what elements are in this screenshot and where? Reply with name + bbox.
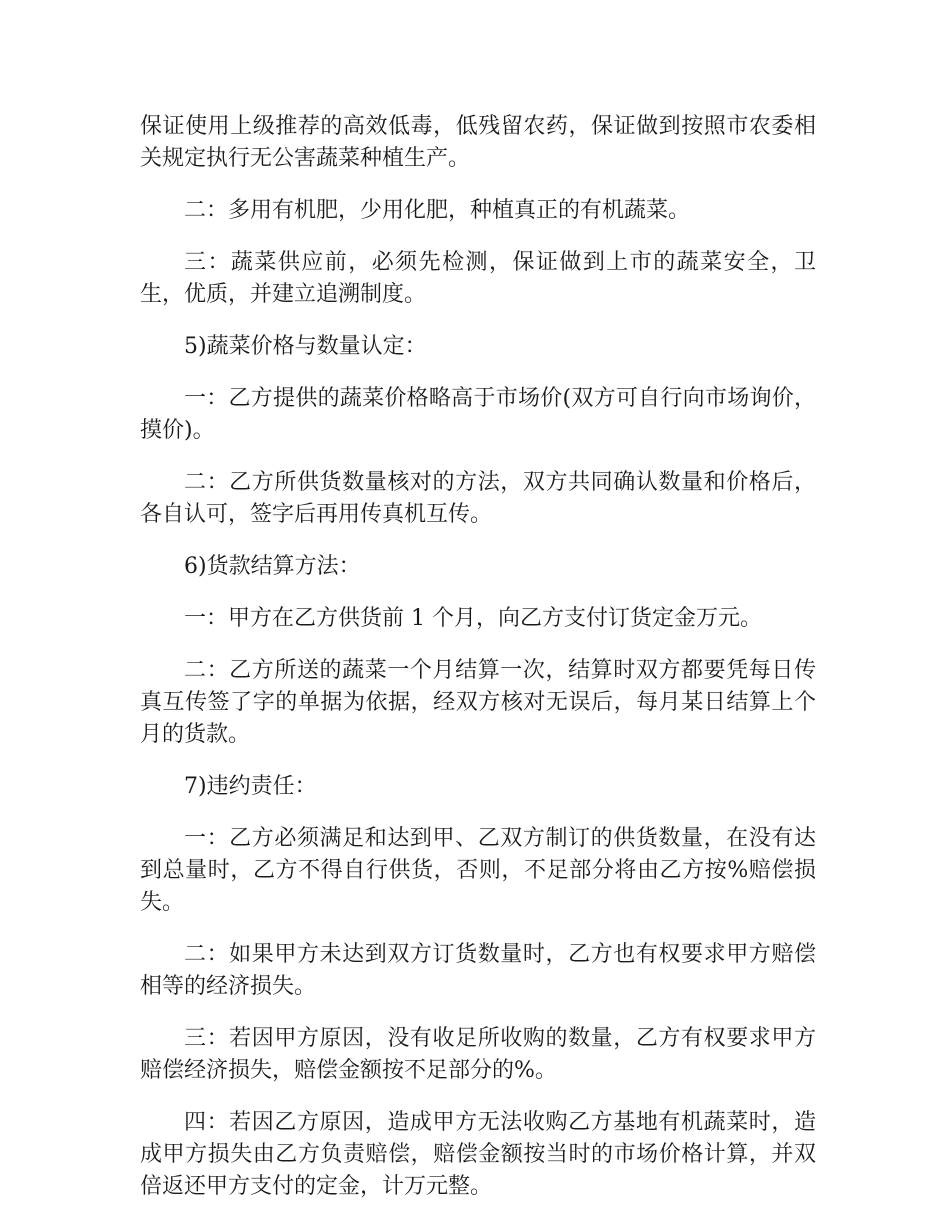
document-page bbox=[140, 111, 816, 1223]
paragraph-liability-3: 三：若因甲方原因，没有收足所收购的数量，乙方有权要求甲方赔偿经济损失，赔偿金额按不足部分的%。 bbox=[140, 1026, 816, 1083]
paragraph-price-1: 一：乙方提供的蔬菜价格略高于市场价(双方可自行向市场询价，摸价)。 bbox=[140, 386, 816, 443]
section-heading-7: 7)违约责任： bbox=[184, 774, 317, 799]
paragraph-payment-1: 一：甲方在乙方供货前 1 个月，向乙方支付订货定金万元。 bbox=[184, 606, 762, 631]
section-heading-5: 5)蔬菜价格与数量认定： bbox=[184, 334, 427, 359]
section-heading-6: 6)货款结算方法： bbox=[184, 554, 361, 579]
paragraph-item-2: 二：多用有机肥，少用化肥，种植真正的有机蔬菜。 bbox=[184, 198, 691, 223]
paragraph-continuation: 保证使用上级推荐的高效低毒，低残留农药，保证做到按照市农委相关规定执行无公害蔬菜种植生产。 bbox=[140, 114, 816, 171]
paragraph-liability-4: 四：若因乙方原因，造成甲方无法收购乙方基地有机蔬菜时，造成甲方损失由乙方负责赔偿，赔偿金额按当时的市场价格计算，并双倍返还甲方支付的定金，计万元整。 bbox=[140, 1110, 816, 1199]
paragraph-price-2: 二：乙方所供货数量核对的方法，双方共同确认数量和价格后，各自认可，签字后再用传真机互传。 bbox=[140, 470, 816, 527]
paragraph-payment-2: 二：乙方所送的蔬菜一个月结算一次，结算时双方都要凭每日传真互传签了字的单据为依据，经双方核对无误后，每月某日结算上个月的货款。 bbox=[140, 658, 816, 747]
paragraph-liability-2: 二：如果甲方未达到双方订货数量时，乙方也有权要求甲方赔偿相等的经济损失。 bbox=[140, 942, 816, 999]
paragraph-liability-1: 一：乙方必须满足和达到甲、乙双方制订的供货数量，在没有达到总量时，乙方不得自行供货，否则，不足部分将由乙方按%赔偿损失。 bbox=[140, 826, 816, 915]
paragraph-item-3: 三：蔬菜供应前，必须先检测，保证做到上市的蔬菜安全，卫生，优质，并建立追溯制度。 bbox=[140, 250, 816, 307]
